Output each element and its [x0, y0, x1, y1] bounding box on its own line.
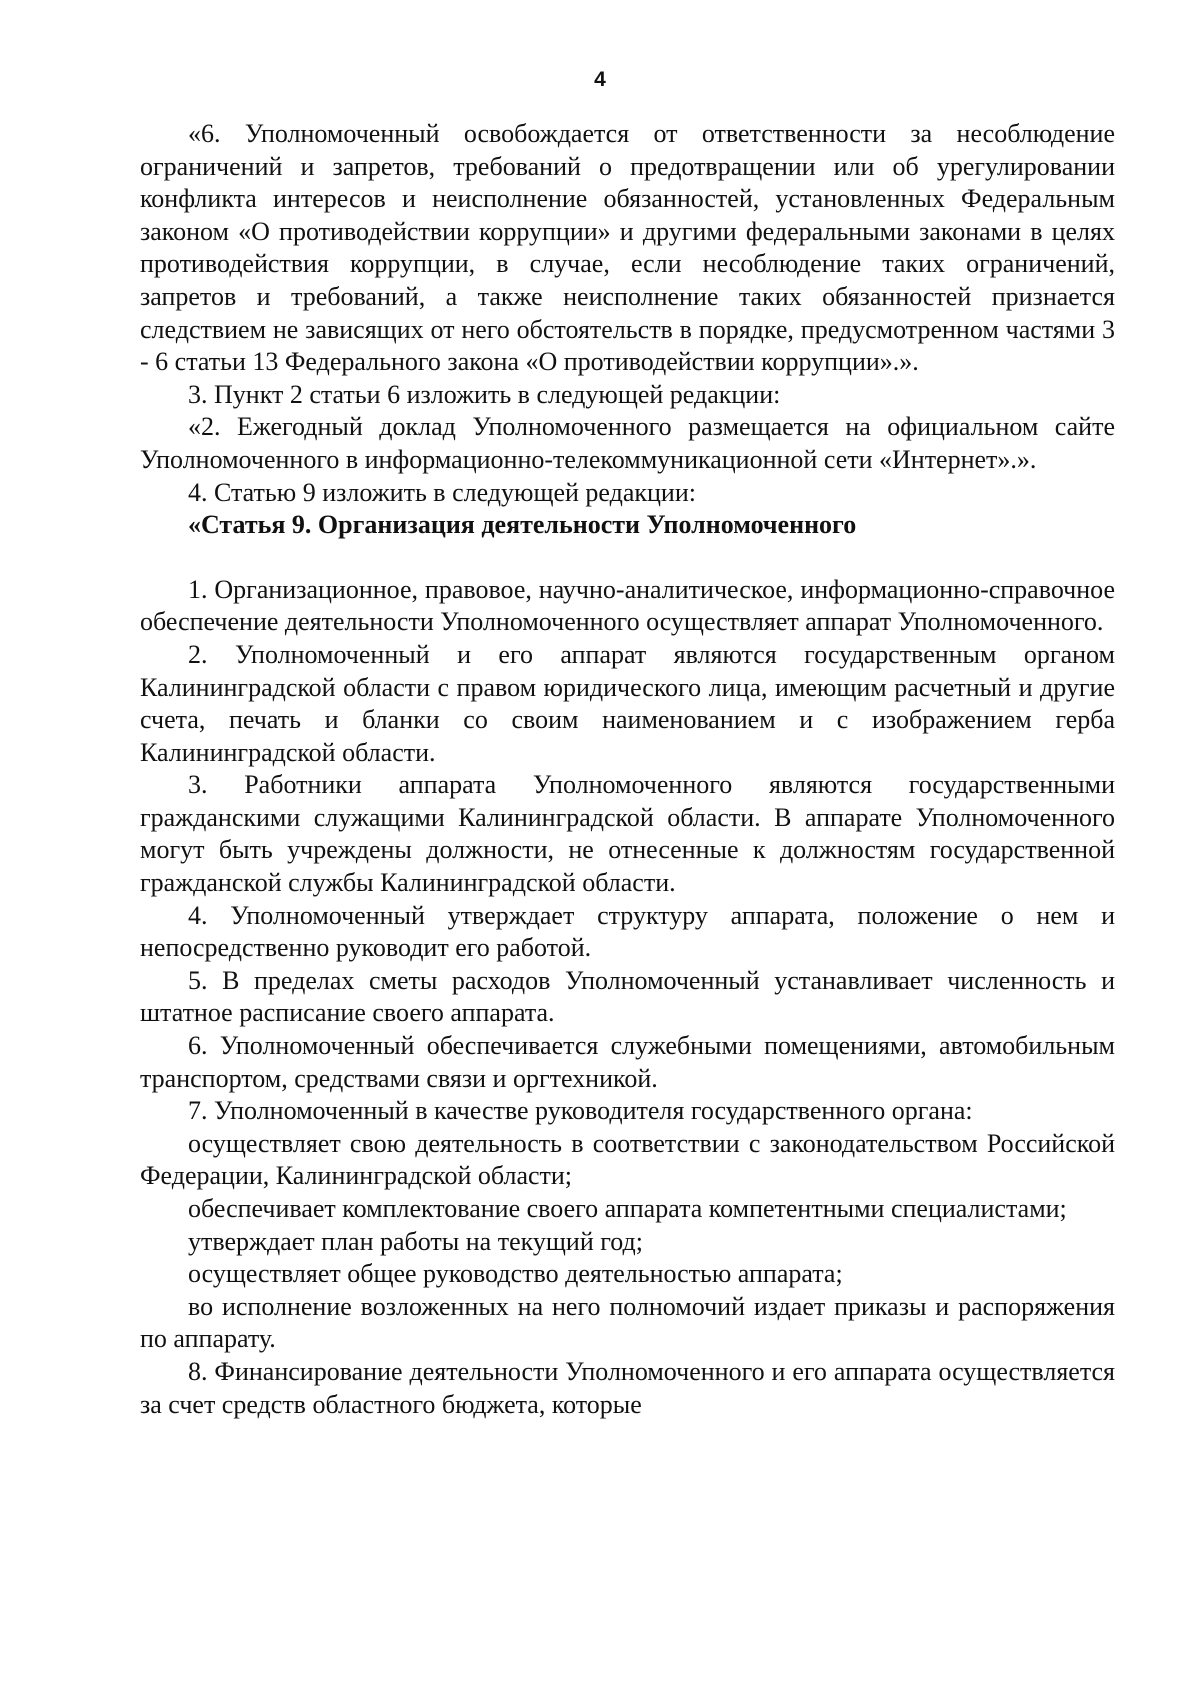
article-item-3: 3. Работники аппарата Уполномоченного являются государственными гражданскими служащими Калининградской области. В аппарате Уполномоченного могут быть учреждены должности, не отнесенные к должностям государственной гражданской службы Калининградской области. — [140, 770, 1115, 898]
article-item-7-sub-4: осуществляет общее руководство деятельностью аппарата; — [188, 1259, 843, 1289]
paragraph-annual-report: «2. Ежегодный доклад Уполномоченного размещается на официальном сайте Уполномоченного в информационно-телекоммуникационной сети «Интернет».». — [140, 412, 1115, 474]
article-item-7-sub-3: утверждает план работы на текущий год; — [188, 1226, 643, 1256]
article-item-4: 4. Уполномоченный утверждает структуру аппарата, положение о нем и непосредственно руководит его работой. — [140, 900, 1115, 963]
article-item-2: 2. Уполномоченный и его аппарат являются государственным органом Калининградской области с правом юридического лица, имеющим расчетный и другие счета, печать и бланки со своим наименованием и с изображением герба Калининградской области. — [140, 639, 1115, 767]
article-item-7: 7. Уполномоченный в качестве руководителя государственного органа: — [188, 1096, 973, 1126]
document-body — [140, 118, 1115, 1421]
article-item-7-sub-5: во исполнение возложенных на него полномочий издает приказы и распоряжения по аппарату. — [140, 1291, 1115, 1354]
article-item-7-sub-2: обеспечивает комплектование своего аппарата компетентными специалистами; — [188, 1194, 1067, 1223]
paragraph-6-liability: «6. Уполномоченный освобождается от ответственности за несоблюдение ограничений и запретов, требований о предотвращении или об урегулировании конфликта интересов и неисполнение обязанностей, установленных Федеральным законом «О противодействии коррупции» и другими федеральными законами в целях противодействия коррупции, в случае, если несоблюдение таких ограничений, запретов и требований, а также неисполнение таких обязанностей признается следствием не зависящих от него обстоятельств в порядке, предусмотренном частями 3 - 6 статьи 13 Федерального закона «О противодействии коррупции».». — [140, 119, 1115, 377]
article-item-7-sub-1: осуществляет свою деятельность в соответствии с законодательством Российской Федерации, Калининградской области; — [140, 1128, 1115, 1191]
article-item-5: 5. В пределах сметы расходов Уполномоченный устанавливает численность и штатное расписание своего аппарата. — [140, 965, 1115, 1028]
page-number: 4 — [594, 68, 606, 91]
article-item-8: 8. Финансирование деятельности Уполномоченного и его аппарата осуществляется за счет средств областного бюджета, которые — [140, 1356, 1115, 1419]
paragraph-amend-article-6: 3. Пункт 2 статьи 6 изложить в следующей редакции: — [188, 379, 781, 409]
paragraph-amend-article-9: 4. Статью 9 изложить в следующей редакции: — [188, 477, 696, 507]
article-item-6: 6. Уполномоченный обеспечивается служебными помещениями, автомобильным транспортом, средствами связи и оргтехникой. — [140, 1031, 1115, 1093]
spacer — [140, 542, 1115, 574]
article-9-heading: «Статья 9. Организация деятельности Уполномоченного — [188, 510, 857, 540]
article-item-1: 1. Организационное, правовое, научно-аналитическое, информационно-справочное обеспечение деятельности Уполномоченного осуществляет аппарат Уполномоченного. — [140, 574, 1115, 637]
